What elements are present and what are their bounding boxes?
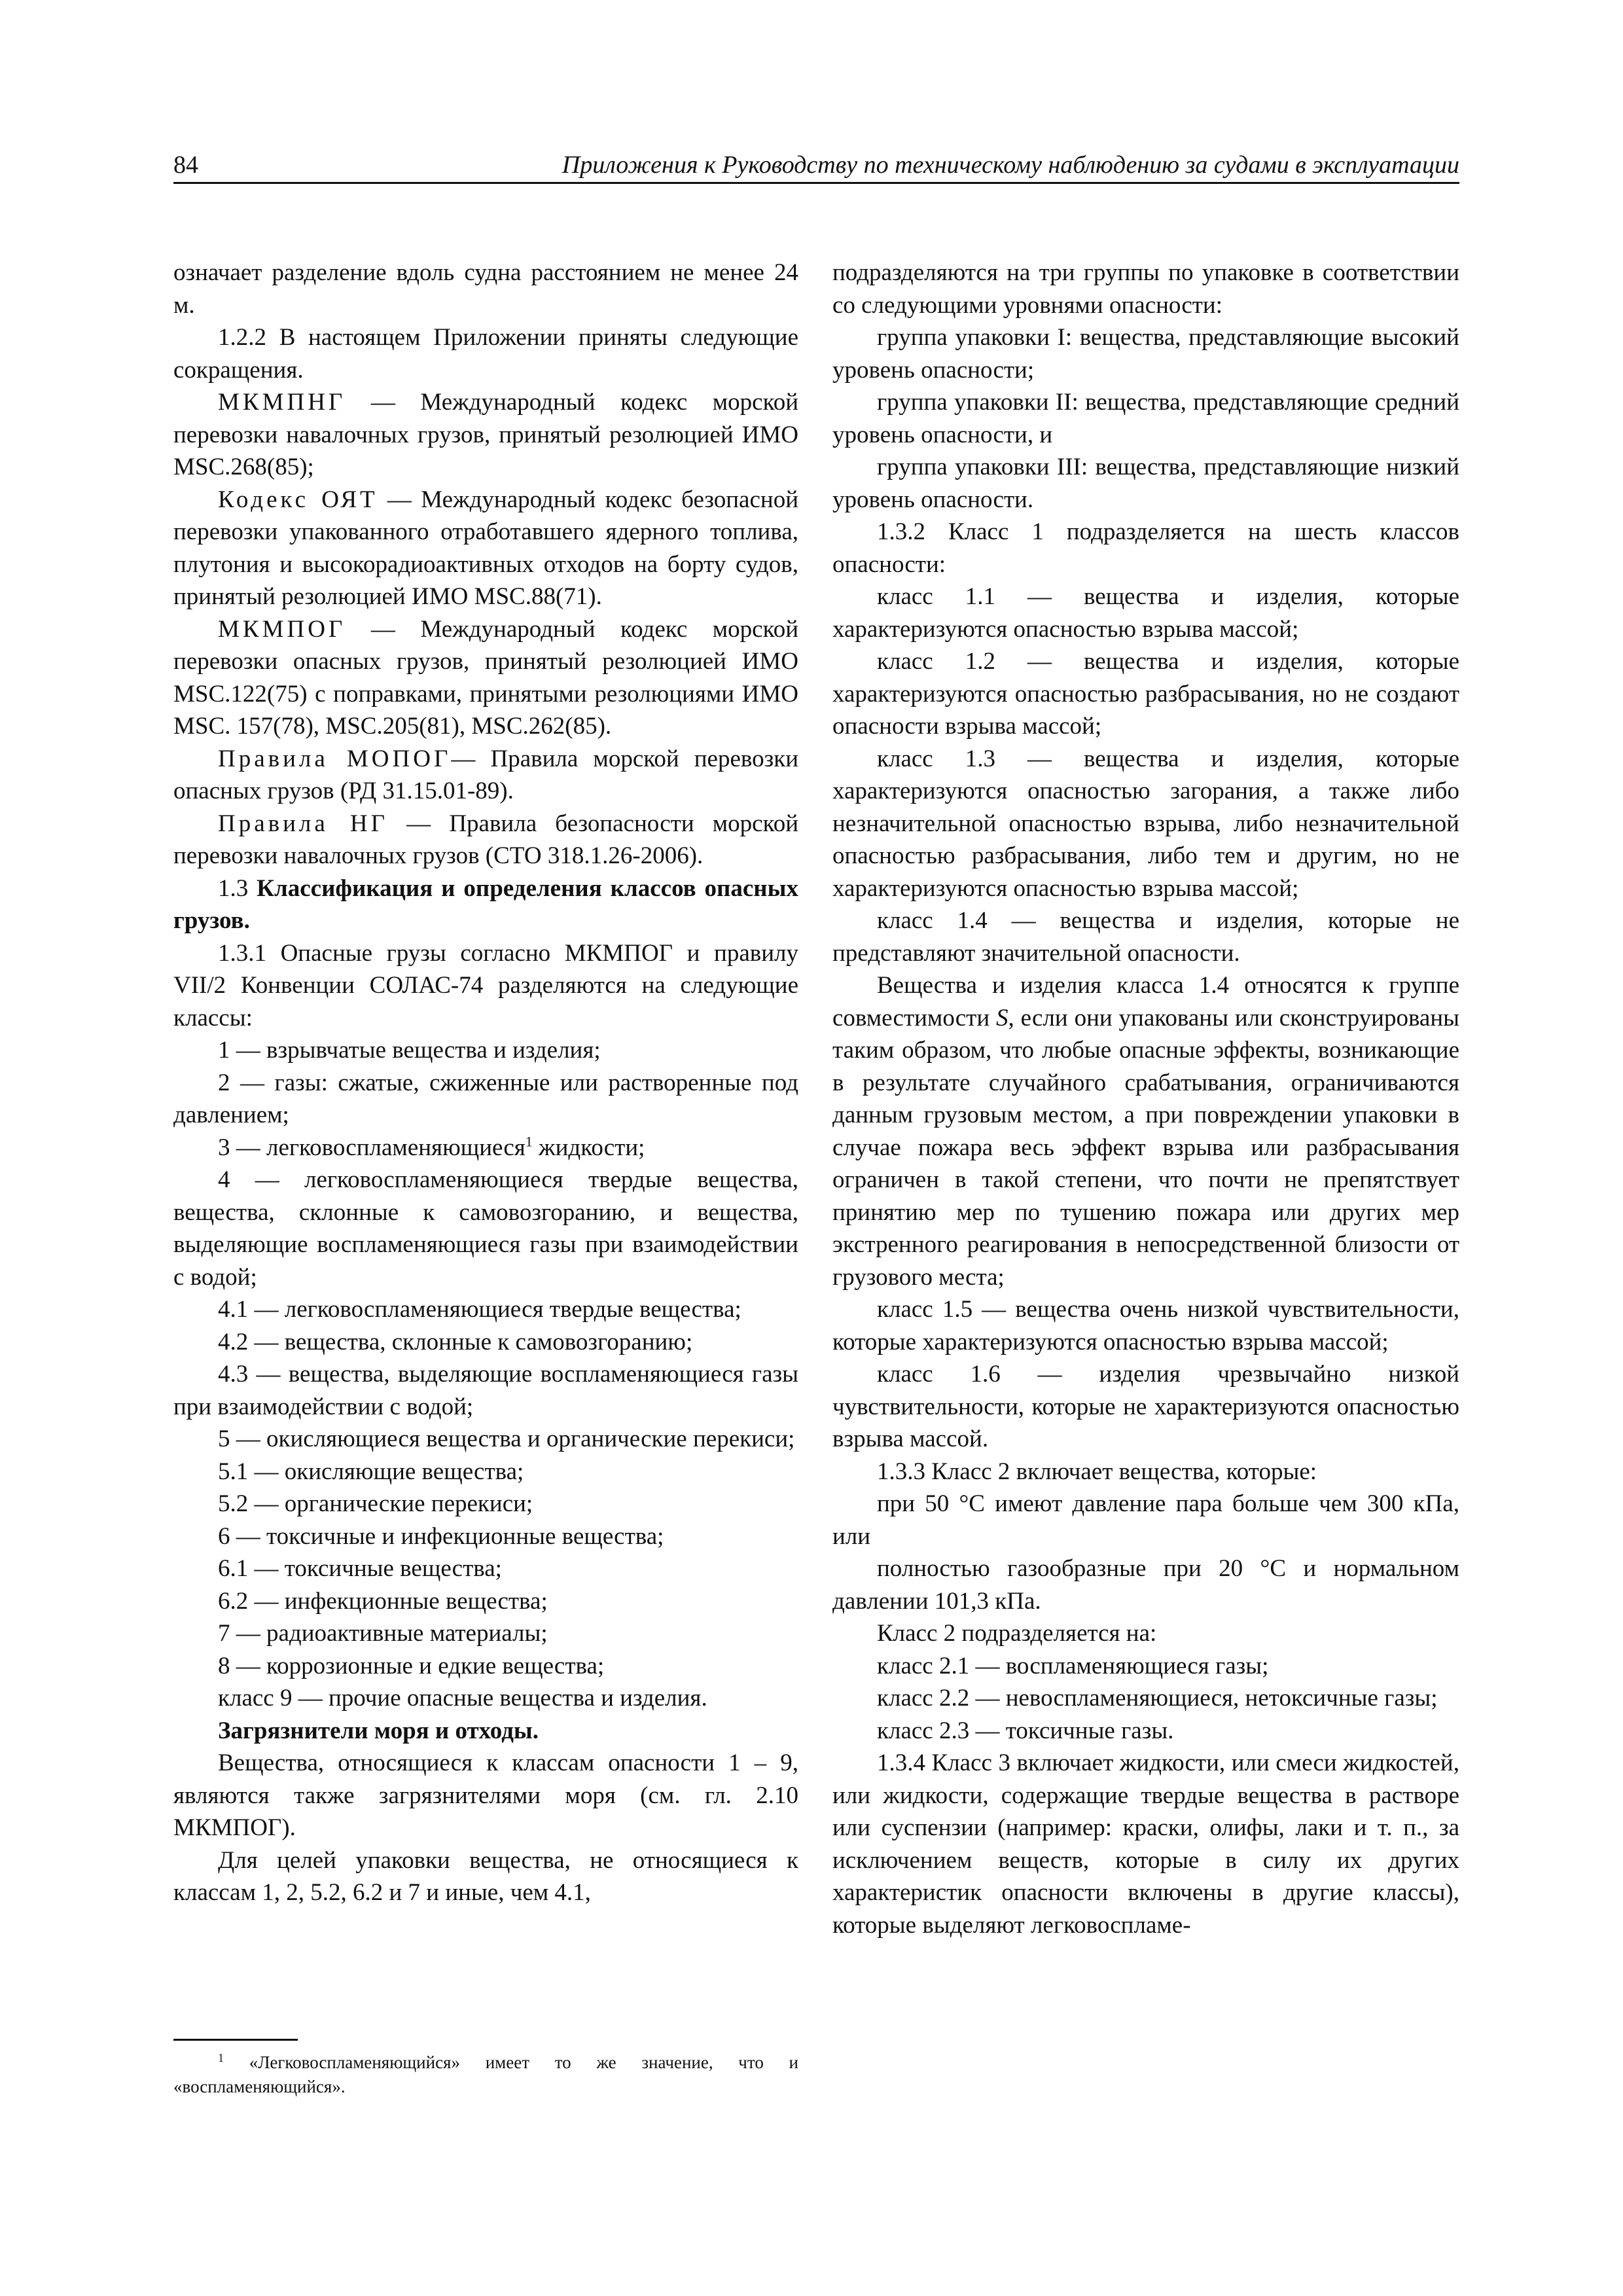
paragraph: 1.3.2 Класс 1 подразделяется на шесть классов опасности:: [832, 518, 1459, 578]
list-item: класс 1.6 — изделия чрезвычайно низкой чувствительности, которые не характеризуются опасностью взрыва массой.: [832, 1361, 1459, 1452]
paragraph: [832, 969, 1459, 1293]
list-item: 4.3 — вещества, выделяющие воспламеняющиеся газы при взаимодействии с водой;: [173, 1361, 798, 1420]
list-item: 6.1 — токсичные вещества;: [218, 1555, 502, 1582]
list-item: 8 — коррозионные и едкие вещества;: [218, 1652, 605, 1679]
list-item: 4.1 — легковоспламеняющиеся твердые вещества;: [218, 1296, 741, 1323]
page-header: [173, 145, 1459, 184]
abbreviation-entry: [173, 613, 798, 743]
paragraph: Для целей упаковки вещества, не относящиеся к классам 1, 2, 5.2, 6.2 и 7 и иные, чем 4.1,: [173, 1846, 798, 1906]
paragraph-text: , если они упакованы или сконструированы таким образом, что любые опасные эффекты, возникающие в результате случайного срабатывания, ограничиваются данным грузовым местом, а при повреждении упаковки в случае пожара весь эффект взрыва или разбрасывания ограничен в такой степени, что почти не препятствует принятию мер по тушению пожара или других мер экстренного реагирования в непосредственной близости от грузового места;: [832, 1004, 1460, 1291]
list-item-text: 3 — легковоспламеняющиеся: [218, 1134, 526, 1161]
list-item: 4.2 — вещества, склонные к самовозгоранию;: [218, 1328, 693, 1355]
list-item: 5.1 — окисляющие вещества;: [218, 1458, 524, 1485]
list-item: 2 — газы: сжатые, сжиженные или растворенные под давлением;: [173, 1069, 798, 1128]
list-item: класс 1.2 — вещества и изделия, которые характеризуются опасностью разбрасывания, но не создают опасности взрыва массой;: [832, 648, 1459, 740]
footnote-separator: [173, 2039, 298, 2041]
footnote-reference: 1: [525, 1133, 533, 1150]
abbreviation-entry: [173, 386, 798, 484]
footnote-marker: 1: [218, 2051, 224, 2064]
abbreviation-definition: — Правила морской перевозки опасных грузов (РД 31.15.01-89).: [173, 745, 799, 804]
list-item: группа упаковки II: вещества, представляющие средний уровень опасности, и: [832, 389, 1459, 448]
abbreviation-entry: [173, 484, 798, 613]
right-column: [832, 257, 1459, 1941]
abbreviation-term: Правила НГ: [218, 810, 389, 837]
list-item: 5 — окисляющиеся вещества и органические перекиси;: [218, 1426, 795, 1452]
list-item: класс 2.3 — токсичные газы.: [877, 1717, 1174, 1744]
paragraph: Класс 2 подразделяется на:: [877, 1620, 1157, 1647]
list-item: класс 9 — прочие опасные вещества и изделия.: [218, 1685, 707, 1712]
paragraph: 1.3.4 Класс 3 включает жидкости, или смеси жидкостей, или жидкости, содержащие твердые вещества в растворе или суспензии (например: краски, олифы, лаки и т. п., за исключением веществ, которые в силу их других характеристик опасности включены в другие классы), которые выделяют легковоспламе-: [832, 1749, 1459, 1939]
paragraph-text: Вещества и изделия класса 1.4 относятся к группе совместимости: [832, 972, 1459, 1031]
list-item: группа упаковки I: вещества, представляющие высокий уровень опасности;: [832, 324, 1459, 384]
footnote-body: «Легковоспламеняющийся» имеет то же значение, что и «воспламеняющийся».: [173, 2053, 798, 2096]
list-item: класс 1.4 — вещества и изделия, которые не представляют значительной опасности.: [832, 907, 1459, 967]
list-item: класс 1.5 — вещества очень низкой чувствительности, которые характеризуются опасностью взрыва массой;: [832, 1296, 1459, 1355]
section-title: Классификация и определения классов опасных грузов.: [173, 874, 798, 934]
abbreviation-term: МКМПНГ: [218, 389, 346, 416]
abbreviation-definition: — Международный кодекс безопасной перевозки упакованного отработавшего ядерного топлива, плутония и высокорадиоактивных отходов на борту судов, принятый резолюцией ИМО MSC.88(71).: [173, 486, 799, 610]
footnote: [173, 2051, 798, 2099]
list-item: класс 1.3 — вещества и изделия, которые характеризуются опасностью загорания, а также либо незначительной опасностью взрыва, либо незначительной опасностью разбрасывания, либо тем и другим, но не характеризуются опасностью взрыва массой;: [832, 745, 1459, 902]
paragraph: 1.3.1 Опасные грузы согласно МКМПОГ и правилу VII/2 Конвенции СОЛАС-74 разделяются на следующие классы:: [173, 939, 798, 1031]
list-item: [173, 1132, 798, 1164]
list-item: 4 — легковоспламеняющиеся твердые вещества, вещества, склонные к самовозгоранию, и вещества, выделяющие воспламеняющиеся газы при взаимодействии с водой;: [173, 1166, 798, 1291]
abbreviation-definition: — Правила безопасности морской перевозки навалочных грузов (СТО 318.1.26-2006).: [173, 810, 798, 869]
running-title: Приложения к Руководству по техническому наблюдению за судами в эксплуатации: [562, 151, 1459, 179]
abbreviation-term: Кодекс ОЯТ: [218, 486, 378, 513]
list-item: 5.2 — органические перекиси;: [218, 1490, 533, 1517]
compatibility-group-letter: S: [996, 1004, 1008, 1031]
list-item: 6 — токсичные и инфекционные вещества;: [218, 1522, 664, 1550]
left-column: [173, 257, 798, 1909]
list-item-text: жидкости;: [532, 1134, 645, 1161]
list-item: группа упаковки III: вещества, представляющие низкий уровень опасности.: [832, 454, 1459, 513]
footnote-text: [173, 2051, 798, 2099]
list-item: класс 2.1 — воспламеняющиеся газы;: [877, 1652, 1269, 1679]
abbreviation-entry: [173, 808, 798, 872]
page-number: 84: [173, 151, 198, 179]
section-heading: [173, 872, 798, 937]
list-item: класс 1.1 — вещества и изделия, которые характеризуются опасностью взрыва массой;: [832, 583, 1459, 643]
paragraph: 1.2.2 В настоящем Приложении приняты следующие сокращения.: [173, 324, 798, 384]
list-item: 1 — взрывчатые вещества и изделия;: [218, 1037, 601, 1064]
list-item: класс 2.2 — невоспламеняющиеся, нетоксичные газы;: [877, 1685, 1438, 1712]
abbreviation-definition: — Международный кодекс морской перевозки опасных грузов, принятый резолюцией ИМО MSC.122(75) с поправками, принятыми резолюциями ИМО MSC. 157(78), MSC.205(81), MSC.262(85).: [173, 615, 798, 740]
abbreviation-definition: — Международный кодекс морской перевозки навалочных грузов, принятый резолюцией ИМО MSC.268(85);: [173, 389, 798, 480]
abbreviation-term: МКМПОГ: [218, 615, 346, 643]
paragraph: 1.3.3 Класс 2 включает вещества, которые:: [877, 1458, 1317, 1485]
abbreviation-entry: [173, 743, 798, 808]
list-item: при 50 °C имеют давление пара больше чем 300 кПа, или: [832, 1490, 1459, 1550]
paragraph: Вещества, относящиеся к классам опасности 1 – 9, являются также загрязнителями моря (см. гл. 2.10 МКМПОГ).: [173, 1749, 798, 1841]
abbreviation-term: Правила МОПОГ: [218, 745, 452, 772]
paragraph: означает разделение вдоль судна расстоянием не менее 24 м.: [173, 259, 798, 319]
subheading: Загрязнители моря и отходы.: [218, 1717, 539, 1744]
section-number: 1.3: [218, 874, 257, 902]
list-item: 7 — радиоактивные материалы;: [218, 1620, 548, 1647]
paragraph: подразделяются на три группы по упаковке в соответствии со следующими уровнями опасности:: [832, 259, 1459, 319]
list-item: полностью газообразные при 20 °C и нормальном давлении 101,3 кПа.: [832, 1555, 1459, 1615]
list-item: 6.2 — инфекционные вещества;: [218, 1587, 548, 1615]
